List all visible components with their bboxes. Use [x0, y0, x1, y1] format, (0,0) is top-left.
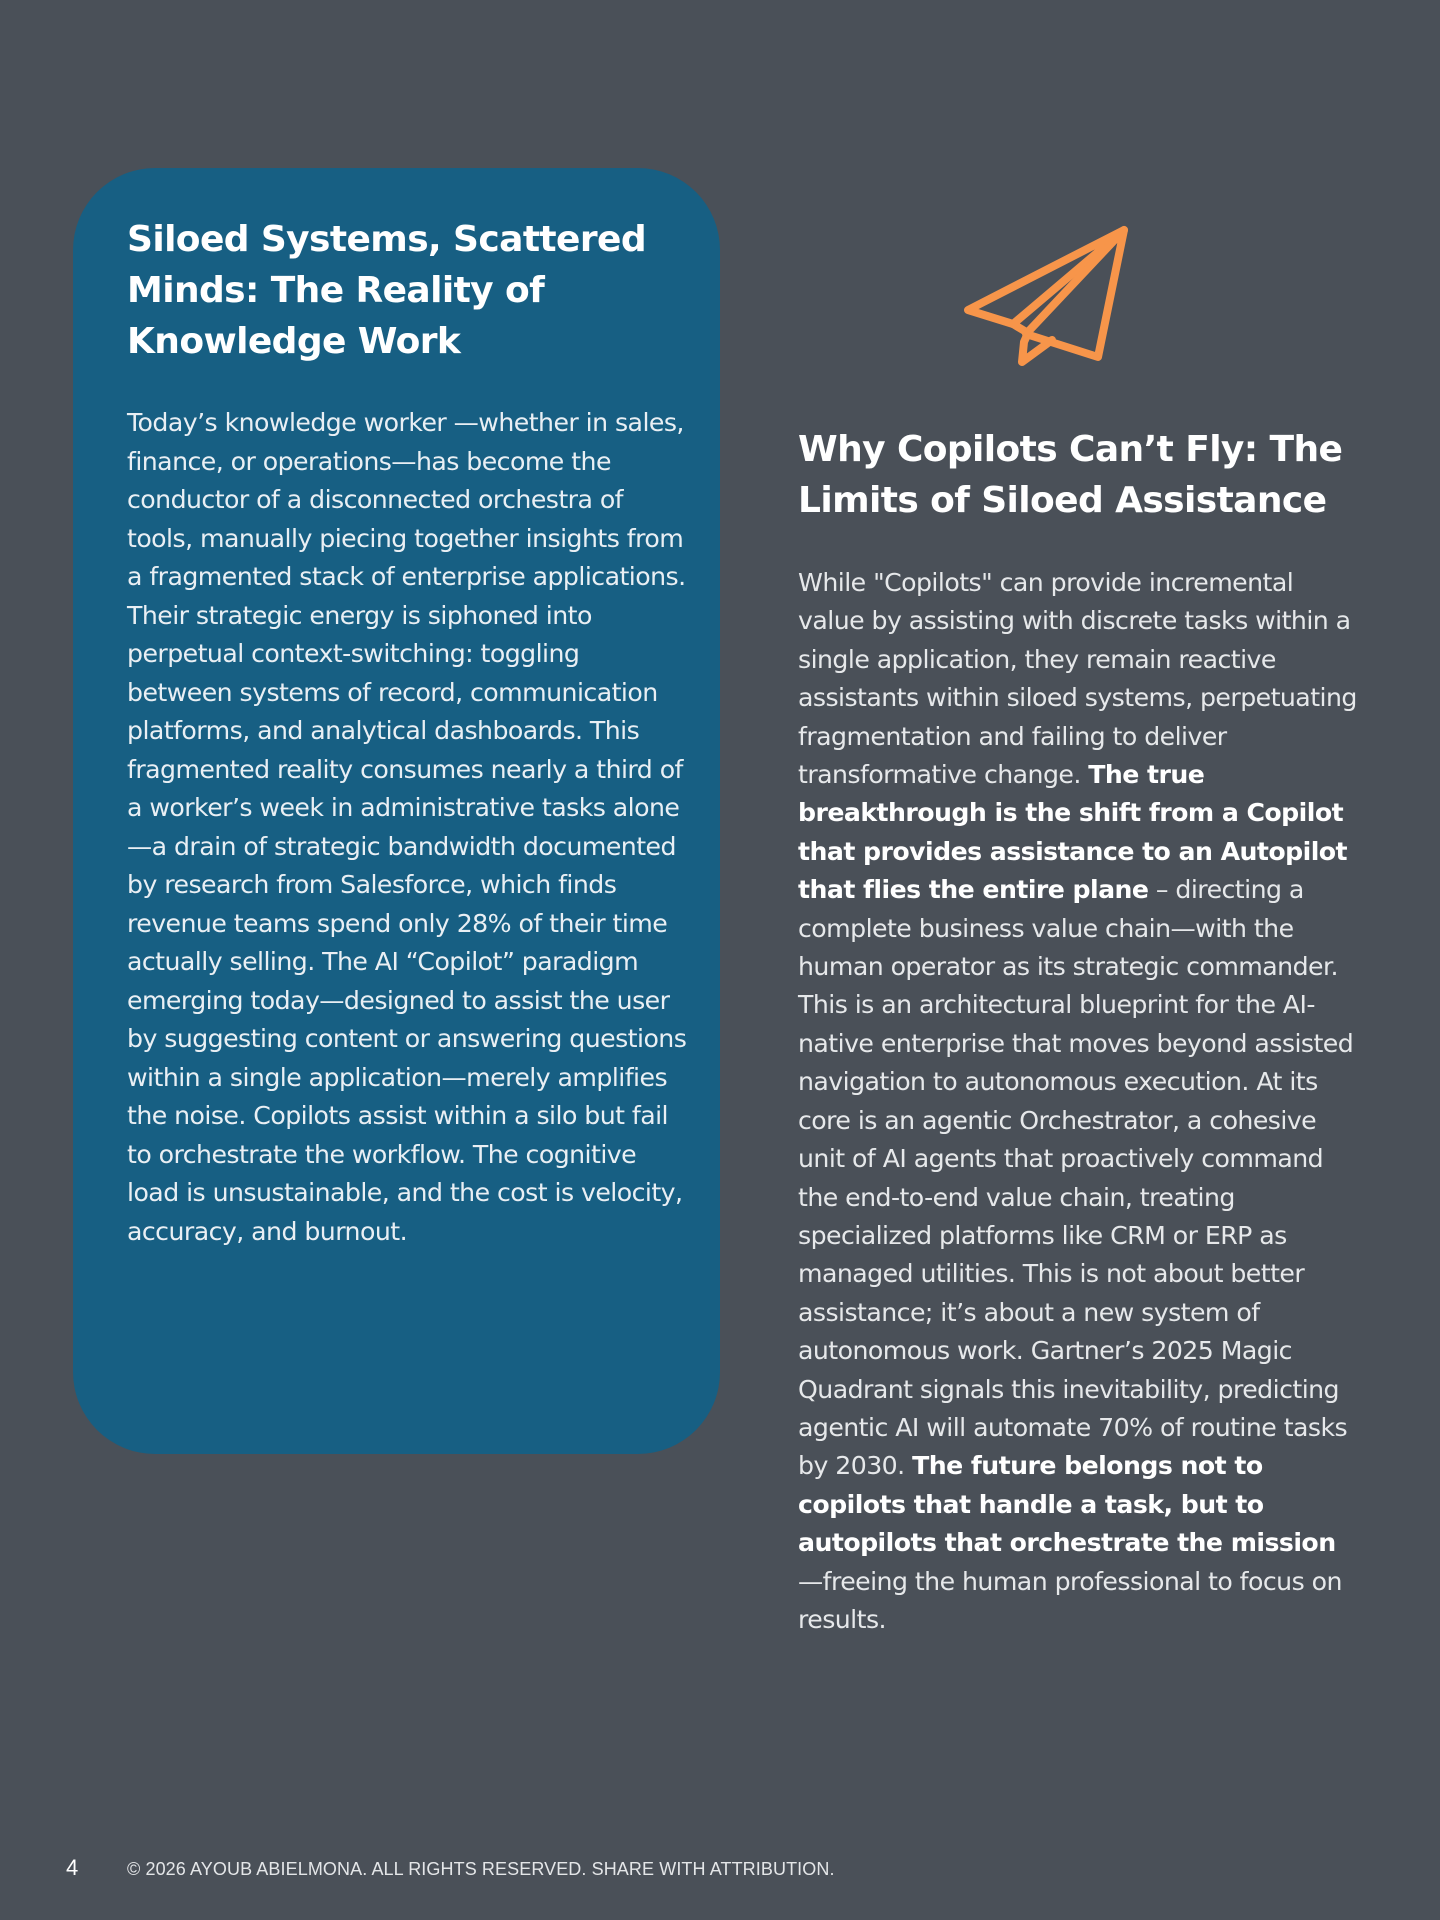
body-text-3: —freeing the human professional to focus on results. — [798, 1566, 1342, 1634]
section-heading: Why Copilots Can’t Fly: The Limits of Siloed Assistance — [798, 429, 1343, 521]
paper-plane-icon — [958, 222, 1128, 378]
emphasis-text-2: The future belongs not to copilots that handle a task, but to autopilots that orchestrate the mission — [798, 1451, 1336, 1558]
body-text-1: While "Copilots" can provide incremental value by assisting with discrete tasks within a single application, they remain reactive assistants within siloed systems, perpetuating fragmentation and failing to deliver transformative change. — [798, 568, 1357, 790]
card-body-text: Today’s knowledge worker —whether in sales, finance, or operations—has become the conductor of a disconnected orchestra of tools, manually piecing together insights from a fragmented stack of enterprise applications. Their strategic energy is siphoned into perpetual context-switching: toggling between systems of record, communication platforms, and analytical dashboards. This fragmented reality consumes nearly a third of a worker’s week in administrative tasks alone—a drain of strategic bandwidth documented by research from Salesforce, which finds revenue teams spend only 28% of their time actually selling. The AI “Copilot” paradigm emerging today—designed to assist the user by suggesting content or answering questions within a single application—merely amplifies the noise. Copilots assist within a silo but fail to orchestrate the workflow. The cognitive load is unsustainable, and the cost is velocity, accuracy, and burnout. — [127, 408, 687, 1246]
card-heading: Siloed Systems, Scattered Minds: The Reality of Knowledge Work — [127, 219, 646, 362]
page-number: 4 — [66, 1855, 79, 1880]
emphasis-text-1: The true breakthrough is the shift from a Copilot that provides assistance to an Autopilot that flies the entire plane — [798, 760, 1348, 905]
copyright-footer: © 2026 AYOUB ABIELMONA. ALL RIGHTS RESERVED. SHARE WITH ATTRIBUTION. — [127, 1859, 835, 1879]
section-body-text — [798, 564, 1358, 1639]
body-text-2: – directing a complete business value chain—with the human operator as its strategic commander. This is an architectural blueprint for the AI-native enterprise that moves beyond assisted navigation to autonomous execution. At its core is an agentic Orchestrator, a cohesive unit of AI agents that proactively command the end-to-end value chain, treating specialized platforms like CRM or ERP as managed utilities. This is not about better assistance; it’s about a new system of autonomous work. Gartner’s 2025 Magic Quadrant signals this inevitability, predicting agentic AI will automate 70% of routine tasks by 2030. — [798, 875, 1354, 1481]
